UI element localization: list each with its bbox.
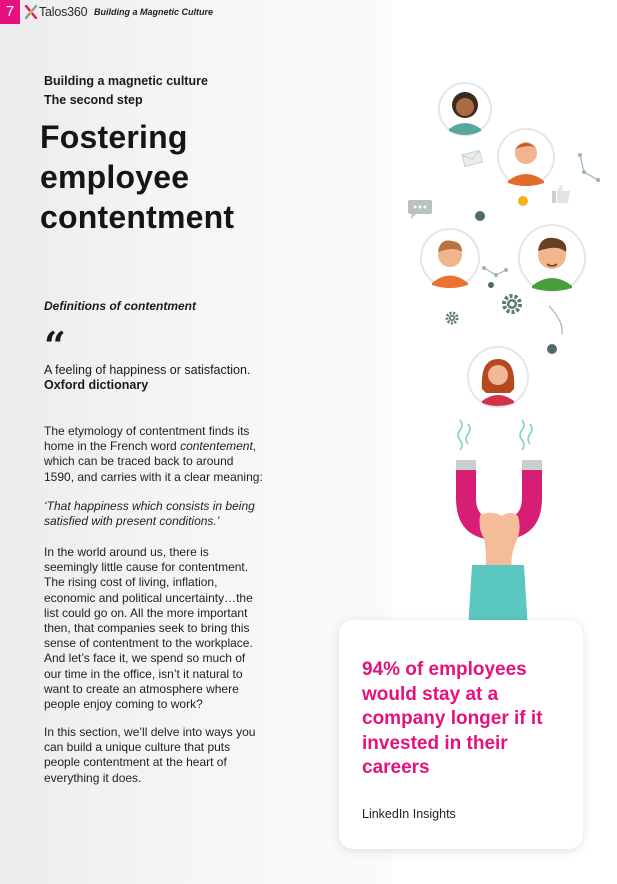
page-number: 7 [0, 0, 20, 24]
text-line: sense of contentment to the workplace. [44, 636, 253, 651]
stat-line: company longer if it [362, 708, 543, 729]
text-line: The etymology of contentment finds its [44, 424, 250, 438]
text-line: economic and political uncertainty…the [44, 590, 253, 605]
title-line: contentment [40, 199, 235, 235]
avatar-icon [468, 347, 528, 407]
text-line: people enjoy coming to work? [44, 697, 203, 712]
text-line: want to create an atmosphere where [44, 681, 239, 696]
text-line: our time in the office, isn’t it natural to [44, 666, 243, 681]
text-line: list could go on. All the more important [44, 605, 248, 620]
text-line: people contentment at the heart of [44, 755, 227, 770]
text-line: satisfied with present conditions.’ [44, 514, 220, 529]
quote-mark-icon: “ [44, 323, 66, 368]
paragraph-section [44, 725, 284, 786]
section-step: The second step [44, 93, 143, 107]
text-line: The rising cost of living, inflation, [44, 575, 218, 590]
text-line: then, that companies seek to bring this [44, 621, 250, 636]
logo-icon [23, 4, 39, 20]
avatar-icon [439, 83, 491, 135]
chat-bubble-icon [408, 200, 432, 219]
avatar-icon [498, 129, 554, 186]
stat-source: LinkedIn Insights [362, 807, 456, 821]
definitions-label: Definitions of contentment [44, 299, 196, 313]
logo-text: Talos360 [39, 5, 88, 19]
emphasis: contentement [180, 439, 253, 454]
paragraph-etymology [44, 424, 284, 485]
quote-paragraph [44, 499, 284, 529]
definition-source: Oxford dictionary [44, 378, 149, 392]
section-kicker: Building a magnetic culture [44, 74, 208, 88]
text-line: In this section, we’ll delve into ways you [44, 725, 256, 739]
avatar-icon [519, 225, 585, 291]
stat-line: 94% of employees [362, 659, 527, 680]
text-line: seemingly little cause for contentment. [44, 560, 249, 575]
stat-line: would stay at a [362, 683, 499, 705]
title-line: Fostering [40, 119, 188, 155]
thumbs-up-icon [552, 185, 570, 203]
text-line: 1590, and carries with it a clear meaning: [44, 469, 263, 484]
stat-headline [362, 658, 577, 781]
envelope-icon [462, 150, 482, 166]
paragraph-world [44, 545, 284, 712]
text-line: home in the French word contentement, [44, 439, 257, 454]
header-tagline: Building a Magnetic Culture [94, 7, 214, 17]
stat-line: invested in their [362, 732, 508, 754]
network-node-icon [475, 211, 485, 221]
definition-text: A feeling of happiness or satisfaction. [44, 363, 251, 377]
text-line: In the world around us, there is [44, 545, 209, 559]
gear-icon [504, 296, 520, 312]
text-line: everything it does. [44, 770, 142, 785]
text-line: which can be traced back to around [44, 454, 234, 469]
stat-line: careers [362, 757, 430, 778]
avatar-icon [421, 229, 479, 288]
text-line: can build a unique culture that puts [44, 740, 231, 755]
text-line: ‘That happiness which consists in being [44, 499, 255, 513]
page-title [40, 117, 340, 237]
stat-card [339, 620, 583, 849]
title-line: employee [40, 159, 190, 195]
text-line: And let’s face it, we spend so much of [44, 651, 246, 666]
magnet-illustration [392, 60, 617, 630]
gear-icon [447, 313, 457, 323]
